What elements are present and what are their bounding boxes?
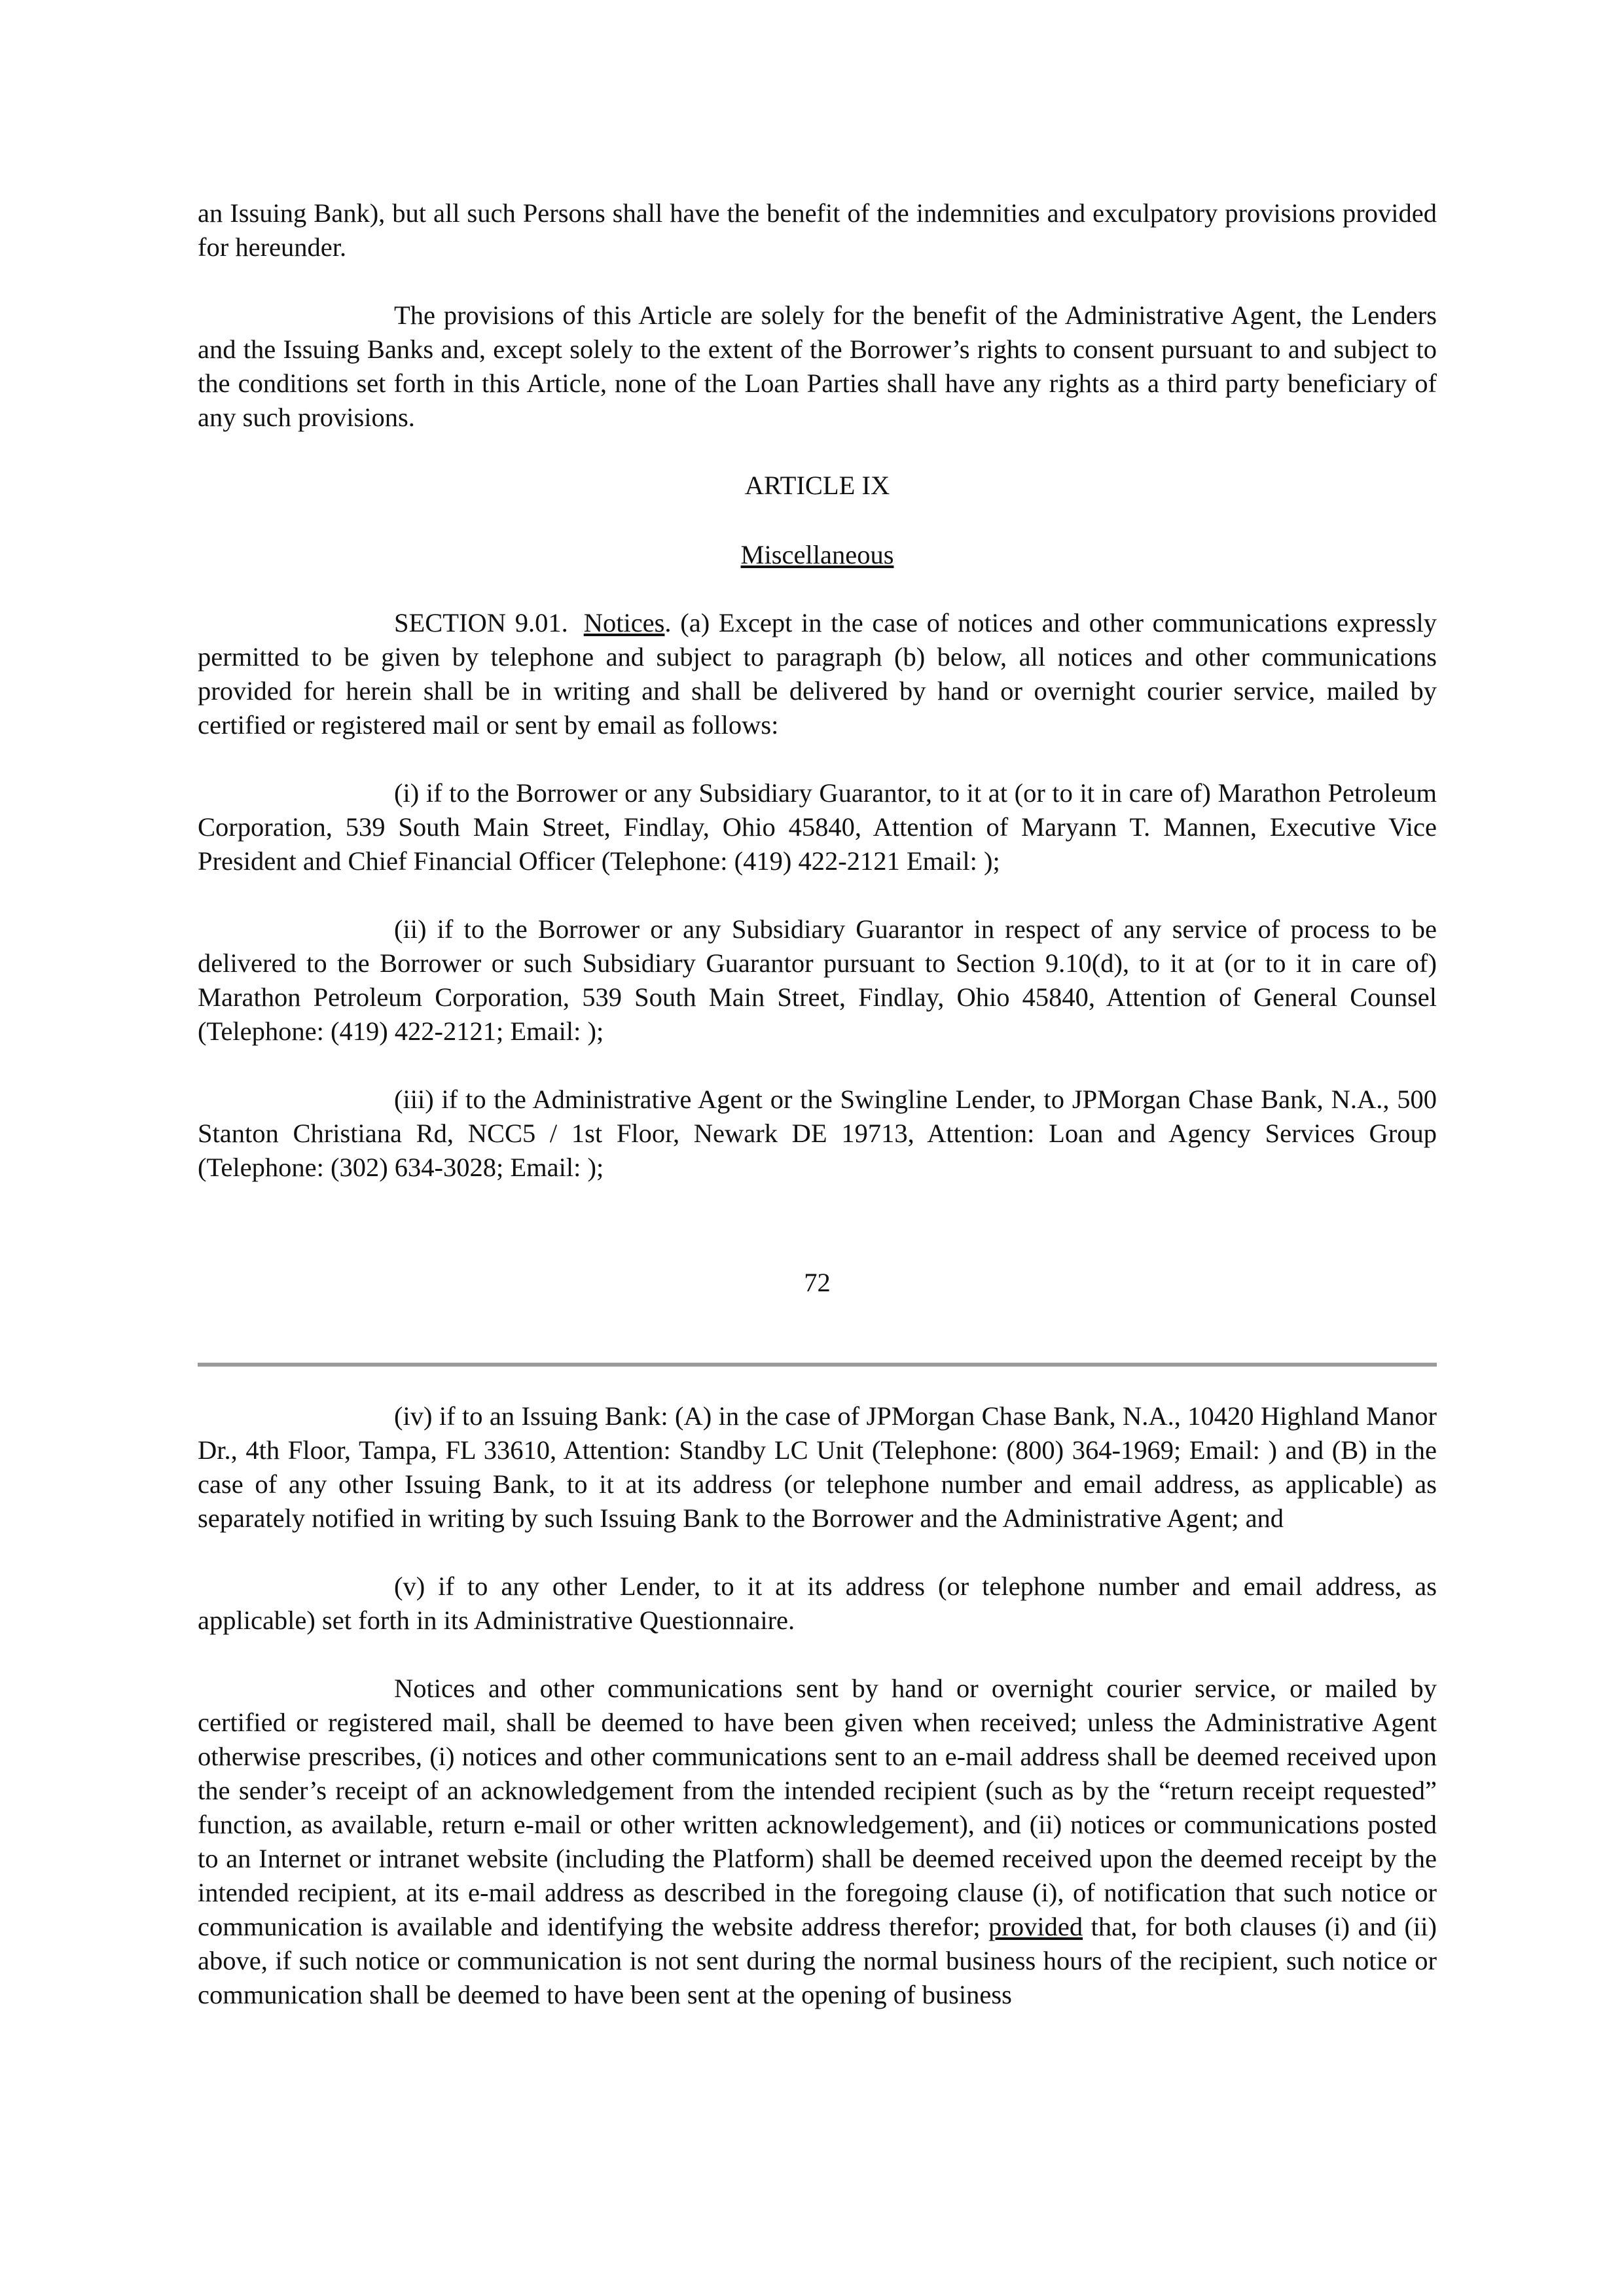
notices-text-before: Notices and other communications sent by hand or overnight courier service, or mailed by certified or registered mail, shall be deemed to have been given when received; unless the Administrative Agent otherwise prescribes, (i) notices and other communications sent to an e-mail address shall be deemed received upon the sender’s receipt of an acknowledgement from the intended recipient (such as by the “return receipt requested” function, as available, return e-mail or other written acknowledgement), and (ii) notices or communications posted to an Internet or intranet website (including the Platform) shall be deemed received upon the deemed receipt by the intended recipient, at its e-mail address as described in the foregoing clause (i), of notification that such notice or communication is available and identifying the website address therefor; — [198, 1674, 1437, 1941]
paragraph-article-provisions: The provisions of this Article are solely for the benefit of the Administrative Agent, the Lenders and the Issuing Banks and, except solely to the extent of the Borrower’s rights to consent pursuant to and subject to the conditions set forth in this Article, none of the Loan Parties shall have any rights as a third party beneficiary of any such provisions. — [198, 300, 1437, 432]
page-number: 72 — [804, 1268, 831, 1297]
paragraph-indemnities: an Issuing Bank), but all such Persons shall have the benefit of the indemnities and exculpatory provisions provided for hereunder. — [198, 198, 1437, 262]
article-subtitle-text: Miscellaneous — [740, 540, 894, 569]
notice-item-i: (i) if to the Borrower or any Subsidiary Guarantor, to it at (or to it in care of) Marathon Petroleum Corporation, 539 South Main Street, Findlay, Ohio 45840, Attention of Maryann T. Mannen, Executive Vice President and Chief Financial Officer (Telephone: (419) 422-2121 Email: ); — [198, 778, 1437, 876]
notice-item-iv: (iv) if to an Issuing Bank: (A) in the case of JPMorgan Chase Bank, N.A., 10420 Highland Manor Dr., 4th Floor, Tampa, FL 33610, Attention: Standby LC Unit (Telephone: (800) 364-1969; Email: ) and (B) in the case of any other Issuing Bank, to it at its address (or telephone number and email address, as applicable) as separately notified in writing by such Issuing Bank to the Borrower and the Administrative Agent; and — [198, 1401, 1437, 1533]
section-text: . (a) Except in the case of notices and other communications expressly permitted to be given by telephone and subject to paragraph (b) below, all notices and other communications provided for herein shall be in writing and shall be delivered by hand or overnight courier service, mailed by certified or registered mail or sent by email as follows: — [198, 608, 1437, 740]
page-73-content — [198, 1399, 1437, 2046]
paragraph-notices-receipt — [198, 1672, 1437, 2012]
article-subtitle — [198, 538, 1437, 572]
article-title: ARTICLE IX — [744, 471, 890, 500]
section-number: SECTION 9.01. — [394, 608, 568, 637]
page-divider — [198, 1363, 1437, 1367]
section-heading: Notices — [583, 608, 665, 637]
section-9-01-paragraph — [198, 606, 1437, 742]
notice-item-ii: (ii) if to the Borrower or any Subsidiary Guarantor in respect of any service of process to be delivered to the Borrower or such Subsidiary Guarantor pursuant to Section 9.10(d), to it at (or to it in care of) Marathon Petroleum Corporation, 539 South Main Street, Findlay, Ohio 45840, Attention of General Counsel (Telephone: (419) 422-2121; Email: ); — [198, 914, 1437, 1046]
notice-item-iii: (iii) if to the Administrative Agent or the Swingline Lender, to JPMorgan Chase Bank, N.A., 500 Stanton Christiana Rd, NCC5 / 1st Floor, Newark DE 19713, Attention: Loan and Agency Services Group (Telephone: (302) 634-3028; Email: ); — [198, 1085, 1437, 1182]
notices-text-after: that, for both clauses (i) and (ii) above, if such notice or communication is not sent during the normal business hours of the recipient, such notice or communication shall be deemed to have been sent at the opening of business — [198, 1912, 1437, 2009]
provided-term: provided — [988, 1912, 1083, 1941]
page-72-content — [198, 196, 1437, 1219]
notice-item-v: (v) if to any other Lender, to it at its address (or telephone number and email address, as applicable) set forth in its Administrative Questionnaire. — [198, 1571, 1437, 1635]
